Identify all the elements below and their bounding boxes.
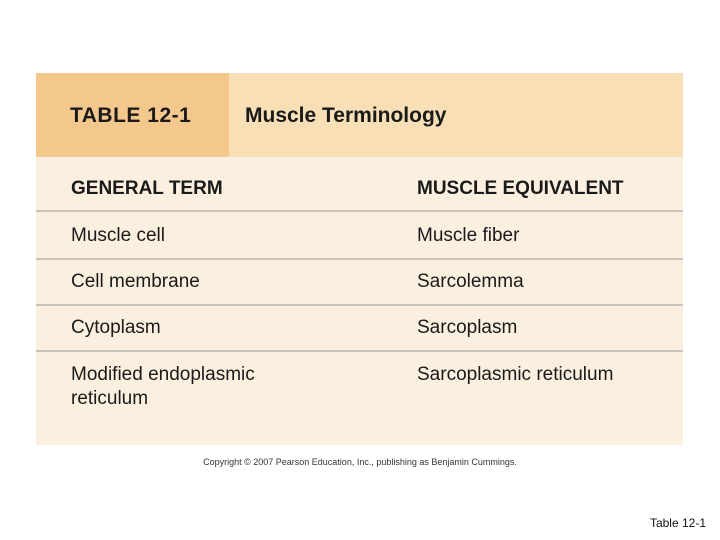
general-term-cell: Cytoplasm (71, 317, 161, 338)
row-divider (36, 210, 683, 212)
column-header-general-term: GENERAL TERM (71, 178, 223, 199)
muscle-equivalent-cell: Sarcoplasmic reticulum (417, 364, 614, 385)
slide-caption: Table 12-1 (649, 516, 706, 530)
muscle-equivalent-cell: Sarcolemma (417, 271, 524, 292)
table-title: Muscle Terminology (245, 104, 447, 127)
general-term-cell: Cell membrane (71, 271, 200, 292)
row-divider (36, 350, 683, 352)
general-term-cell: Modified endoplasmic reticulum (71, 364, 255, 409)
column-header-muscle-equivalent: MUSCLE EQUIVALENT (417, 178, 624, 199)
table-title-bar (36, 73, 683, 157)
terminology-table (36, 73, 683, 445)
muscle-equivalent-cell: Muscle fiber (417, 225, 520, 246)
table-label: TABLE 12-1 (70, 104, 192, 127)
table-label-cell (36, 73, 229, 157)
row-divider (36, 304, 683, 306)
row-divider (36, 258, 683, 260)
muscle-equivalent-cell: Sarcoplasm (417, 317, 518, 338)
general-term-cell: Muscle cell (71, 225, 165, 246)
copyright-notice: Copyright © 2007 Pearson Education, Inc., publishing as Benjamin Cummings. (203, 457, 517, 467)
